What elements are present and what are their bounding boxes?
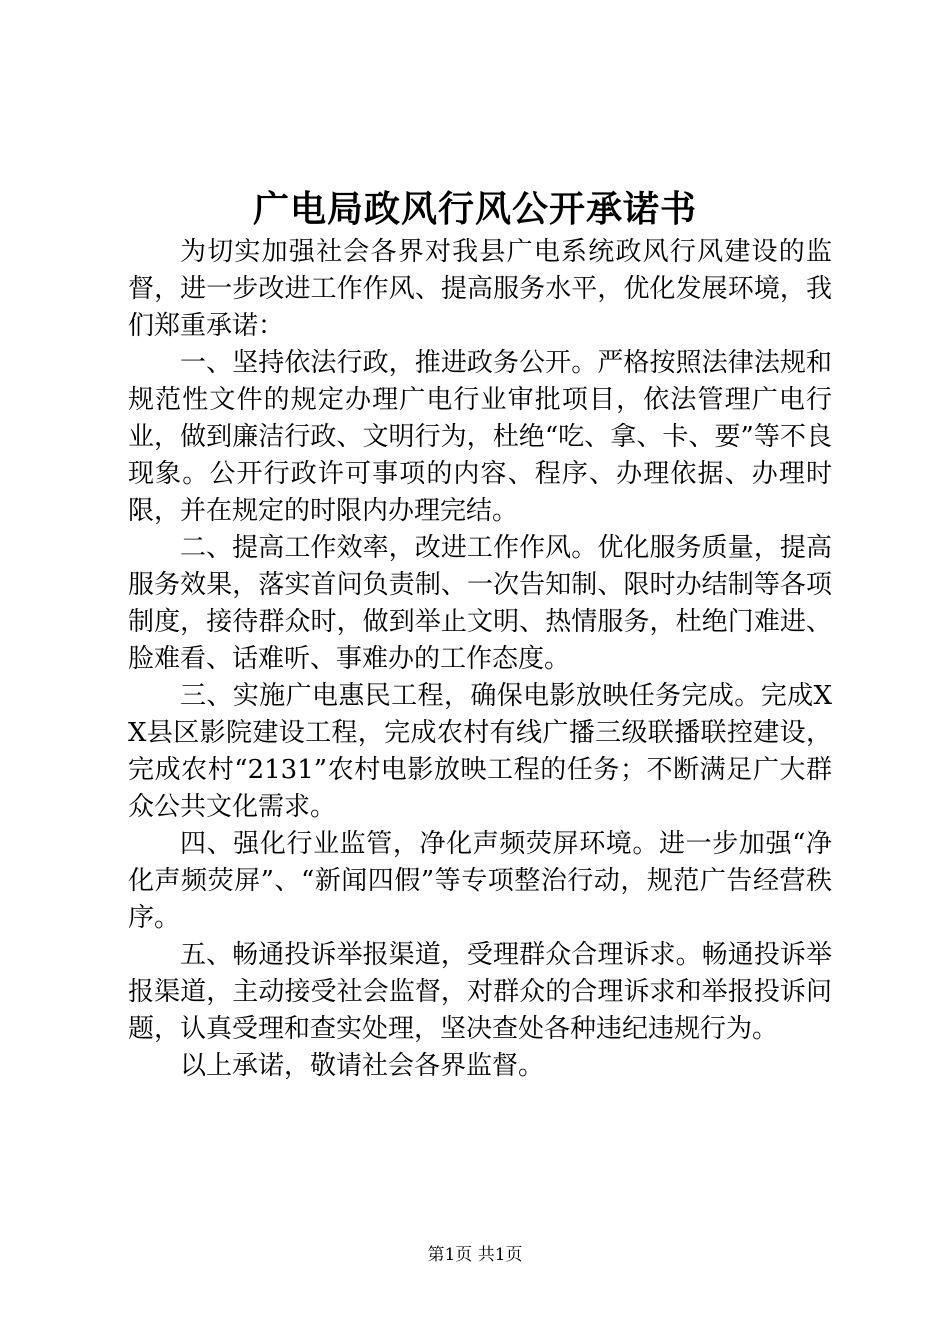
commitment-paragraph-4: 四、强化行业监管，净化声频荧屏环境。进一步加强“净化声频荧屏”、“新闻四假”等专项整治行动，规范广告经营秩序。 <box>128 829 832 933</box>
page-number-footer: 第1页 共1页 <box>427 1245 523 1265</box>
document-title: 广电局政风行风公开承诺书 <box>252 188 697 230</box>
closing-paragraph: 以上承诺，敬请社会各界监督。 <box>180 1051 545 1081</box>
commitment-paragraph-2: 二、提高工作效率，改进工作作风。优化服务质量，提高服务效果，落实首问负责制、一次告知制、限时办结制等各项制度，接待群众时，做到举止文明、热情服务，杜绝门难进、脸难看、话难听、事难办的工作态度。 <box>128 533 832 674</box>
commitment-paragraph-3: 三、实施广电惠民工程，确保电影放映任务完成。完成XX县区影院建设工程，完成农村有线广播三级联播联控建设，完成农村“2131”农村电影放映工程的任务；不断满足广大群众公共文化需求。 <box>128 681 832 822</box>
intro-paragraph: 为切实加强社会各界对我县广电系统政风行风建设的监督，进一步改进工作作风、提高服务水平，优化发展环境，我们郑重承诺： <box>128 237 832 341</box>
document-body <box>128 234 832 1085</box>
commitment-paragraph-1: 一、坚持依法行政，推进政务公开。严格按照法律法规和规范性文件的规定办理广电行业审批项目，依法管理广电行业，做到廉洁行政、文明行为，杜绝“吃、拿、卡、要”等不良现象。公开行政许可事项的内容、程序、办理依据、办理时限，并在规定的时限内办理完结。 <box>128 348 832 526</box>
commitment-paragraph-5: 五、畅通投诉举报渠道，受理群众合理诉求。畅通投诉举报渠道，主动接受社会监督，对群众的合理诉求和举报投诉问题，认真受理和查实处理，坚决查处各种违纪违规行为。 <box>128 940 832 1044</box>
